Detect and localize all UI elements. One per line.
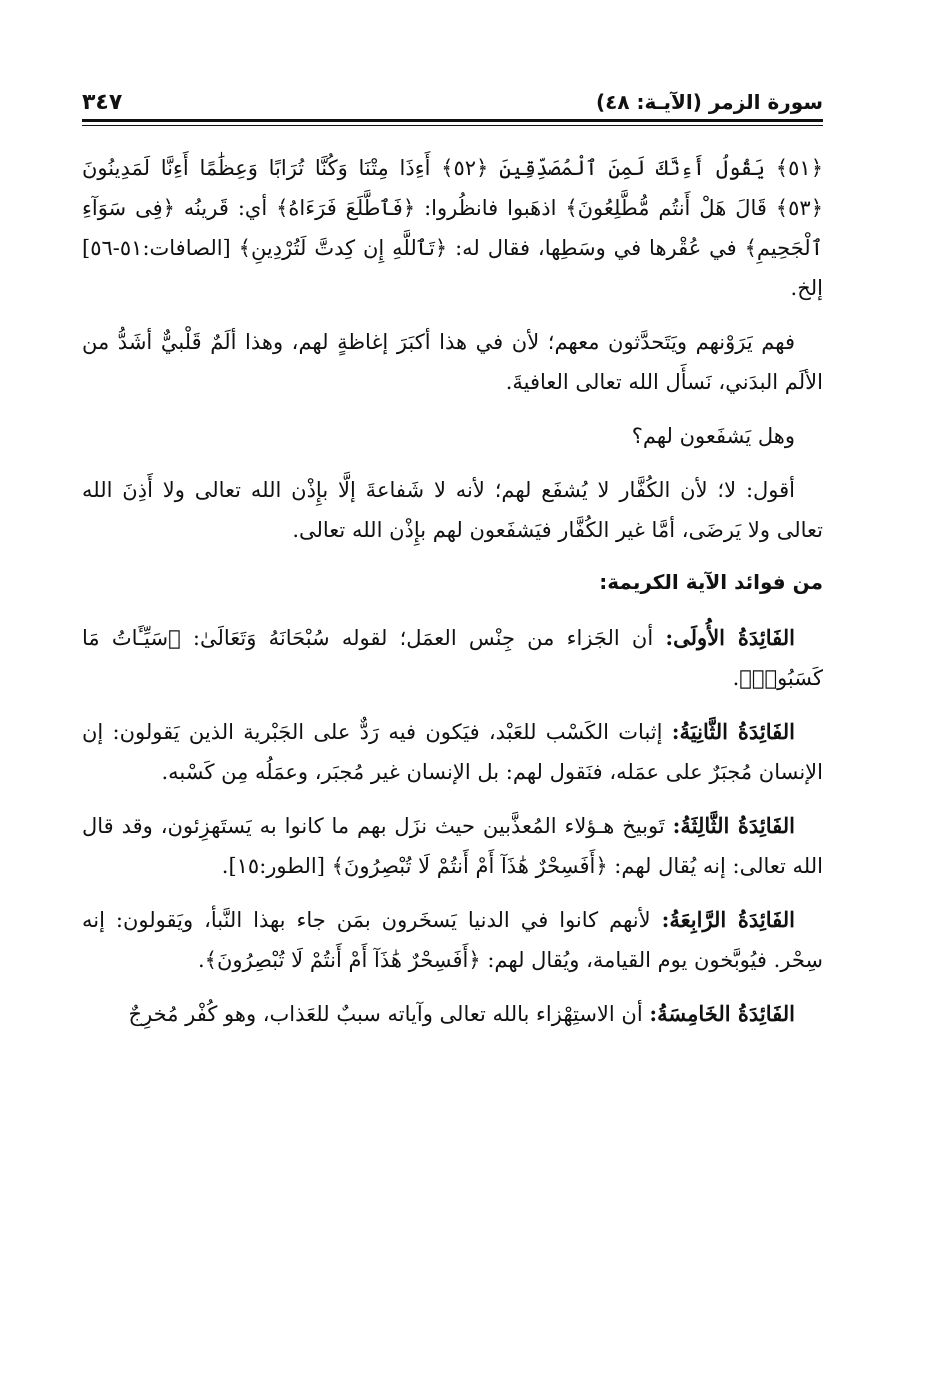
section-heading: من فوائد الآية الكريمة:: [599, 570, 823, 594]
benefit-text: أن الاستِهْزاء بالله تعالى وآياته سببٌ للعَذاب، وهو كُفْر مُخرِجٌ: [128, 1002, 643, 1026]
verse-paragraph: ﴿٥١﴾ يَقُولُ أَءِنَّكَ لَمِنَ ٱلْمُصَدِّقِينَ ﴿٥٢﴾ أَءِذَا مِتْنَا وَكُنَّا تُرَابًا وَعِظَٰمًا أَءِنَّا لَمَدِينُونَ ﴿٥٣﴾ قَالَ هَلْ أَنتُم مُّطَّلِعُونَ﴾ اذهَبوا فانظُروا: ﴿فَٱطَّلَعَ فَرَءَاهُ﴾ أي: قَرينُه ﴿فِى سَوَآءِ ٱلْجَحِيمِ﴾ في عُقْرها في وسَطِها، فقال له: ﴿تَٱللَّهِ إِن كِدتَّ لَتُرْدِينِ﴾ [الصافات:٥١-٥٦] إلخ.: [82, 156, 823, 300]
benefit-item: [82, 994, 823, 1034]
page-header: [82, 88, 823, 122]
question-paragraph: وهل يَشفَعون لهم؟: [631, 424, 795, 448]
answer-paragraph: أقول: لا؛ لأن الكُفَّار لا يُشفَع لهم؛ لأنه لا شَفاعةَ إلَّا بإِذْن الله تعالى ولا أَذِنَ الله تعالى ولا يَرضَى، أمَّا غير الكُفَّار فيَشفَعون لهم بإِذْن الله تعالى.: [82, 478, 823, 542]
page-body: [82, 148, 823, 1048]
running-title: سورة الزمر (الآيـة: ٤٨): [596, 90, 823, 114]
benefit-label: الفَائِدَةُ الخَامِسَةُ:: [649, 1001, 795, 1026]
benefit-label: الفَائِدَةُ الأُولَى:: [665, 625, 795, 650]
page-number: ٣٤٧: [82, 90, 123, 115]
benefit-text: لأنهم كانوا في الدنيا يَسخَرون بمَن جاء بهذا النَّبأ، ويَقولون: إنه سِحْر. فيُوبَّخون يوم القيامة، ويُقال لهم: ﴿أَفَسِحْرٌ هَٰذَآ أَمْ أَنتُمْ لَا تُبْصِرُونَ﴾.: [82, 908, 823, 972]
benefit-label: الفَائِدَةُ الثَّالِثَةُ:: [672, 813, 795, 838]
benefit-item: [82, 618, 823, 698]
benefit-text: تَوبيخ هـؤلاء المُعذَّبين حيث نزَل بهم ما كانوا به يَستَهزِئون، وقد قال الله تعالى: إنه يُقال لهم: ﴿أَفَسِحْرٌ هَٰذَآ أَمْ أَنتُمْ لَا تُبْصِرُونَ﴾ [الطور:١٥].: [82, 814, 823, 878]
book-page: [82, 88, 823, 1348]
header-rule-thin: [82, 125, 823, 126]
benefit-item: [82, 712, 823, 792]
benefit-label: الفَائِدَةُ الثَّانِيَةُ:: [671, 719, 795, 744]
benefit-text: إثبات الكَسْب للعَبْد، فيَكون فيه رَدٌّ على الجَبْرية الذين يَقولون: إن الإنسان مُجبَرٌ على عمَله، فنَقول لهم: بل الإنسان غير مُجبَر، وعمَلُه مِن كَسْبه.: [82, 720, 823, 784]
benefit-text: أن الجَزاء من جِنْس العمَل؛ لقوله سُبْحَانَهُ وَتَعَالَىٰ: ﴿سَيِّـَٔاتُ مَا كَسَبُوا۟﴾.: [82, 626, 823, 690]
benefit-item: [82, 806, 823, 886]
benefit-label: الفَائِدَةُ الرَّابِعَةُ:: [661, 907, 795, 932]
body-paragraph: فهم يَرَوْنهم ويَتَحدَّثون معهم؛ لأن في هذا أكبَرَ إغاظةٍ لهم، وهذا ألَمٌ قَلْبيٌّ أشَدُّ من الألَم البدَني، نَسأَل الله تعالى العافيةَ.: [82, 330, 823, 394]
header-rule-thick: [82, 119, 823, 122]
benefit-item: [82, 900, 823, 980]
